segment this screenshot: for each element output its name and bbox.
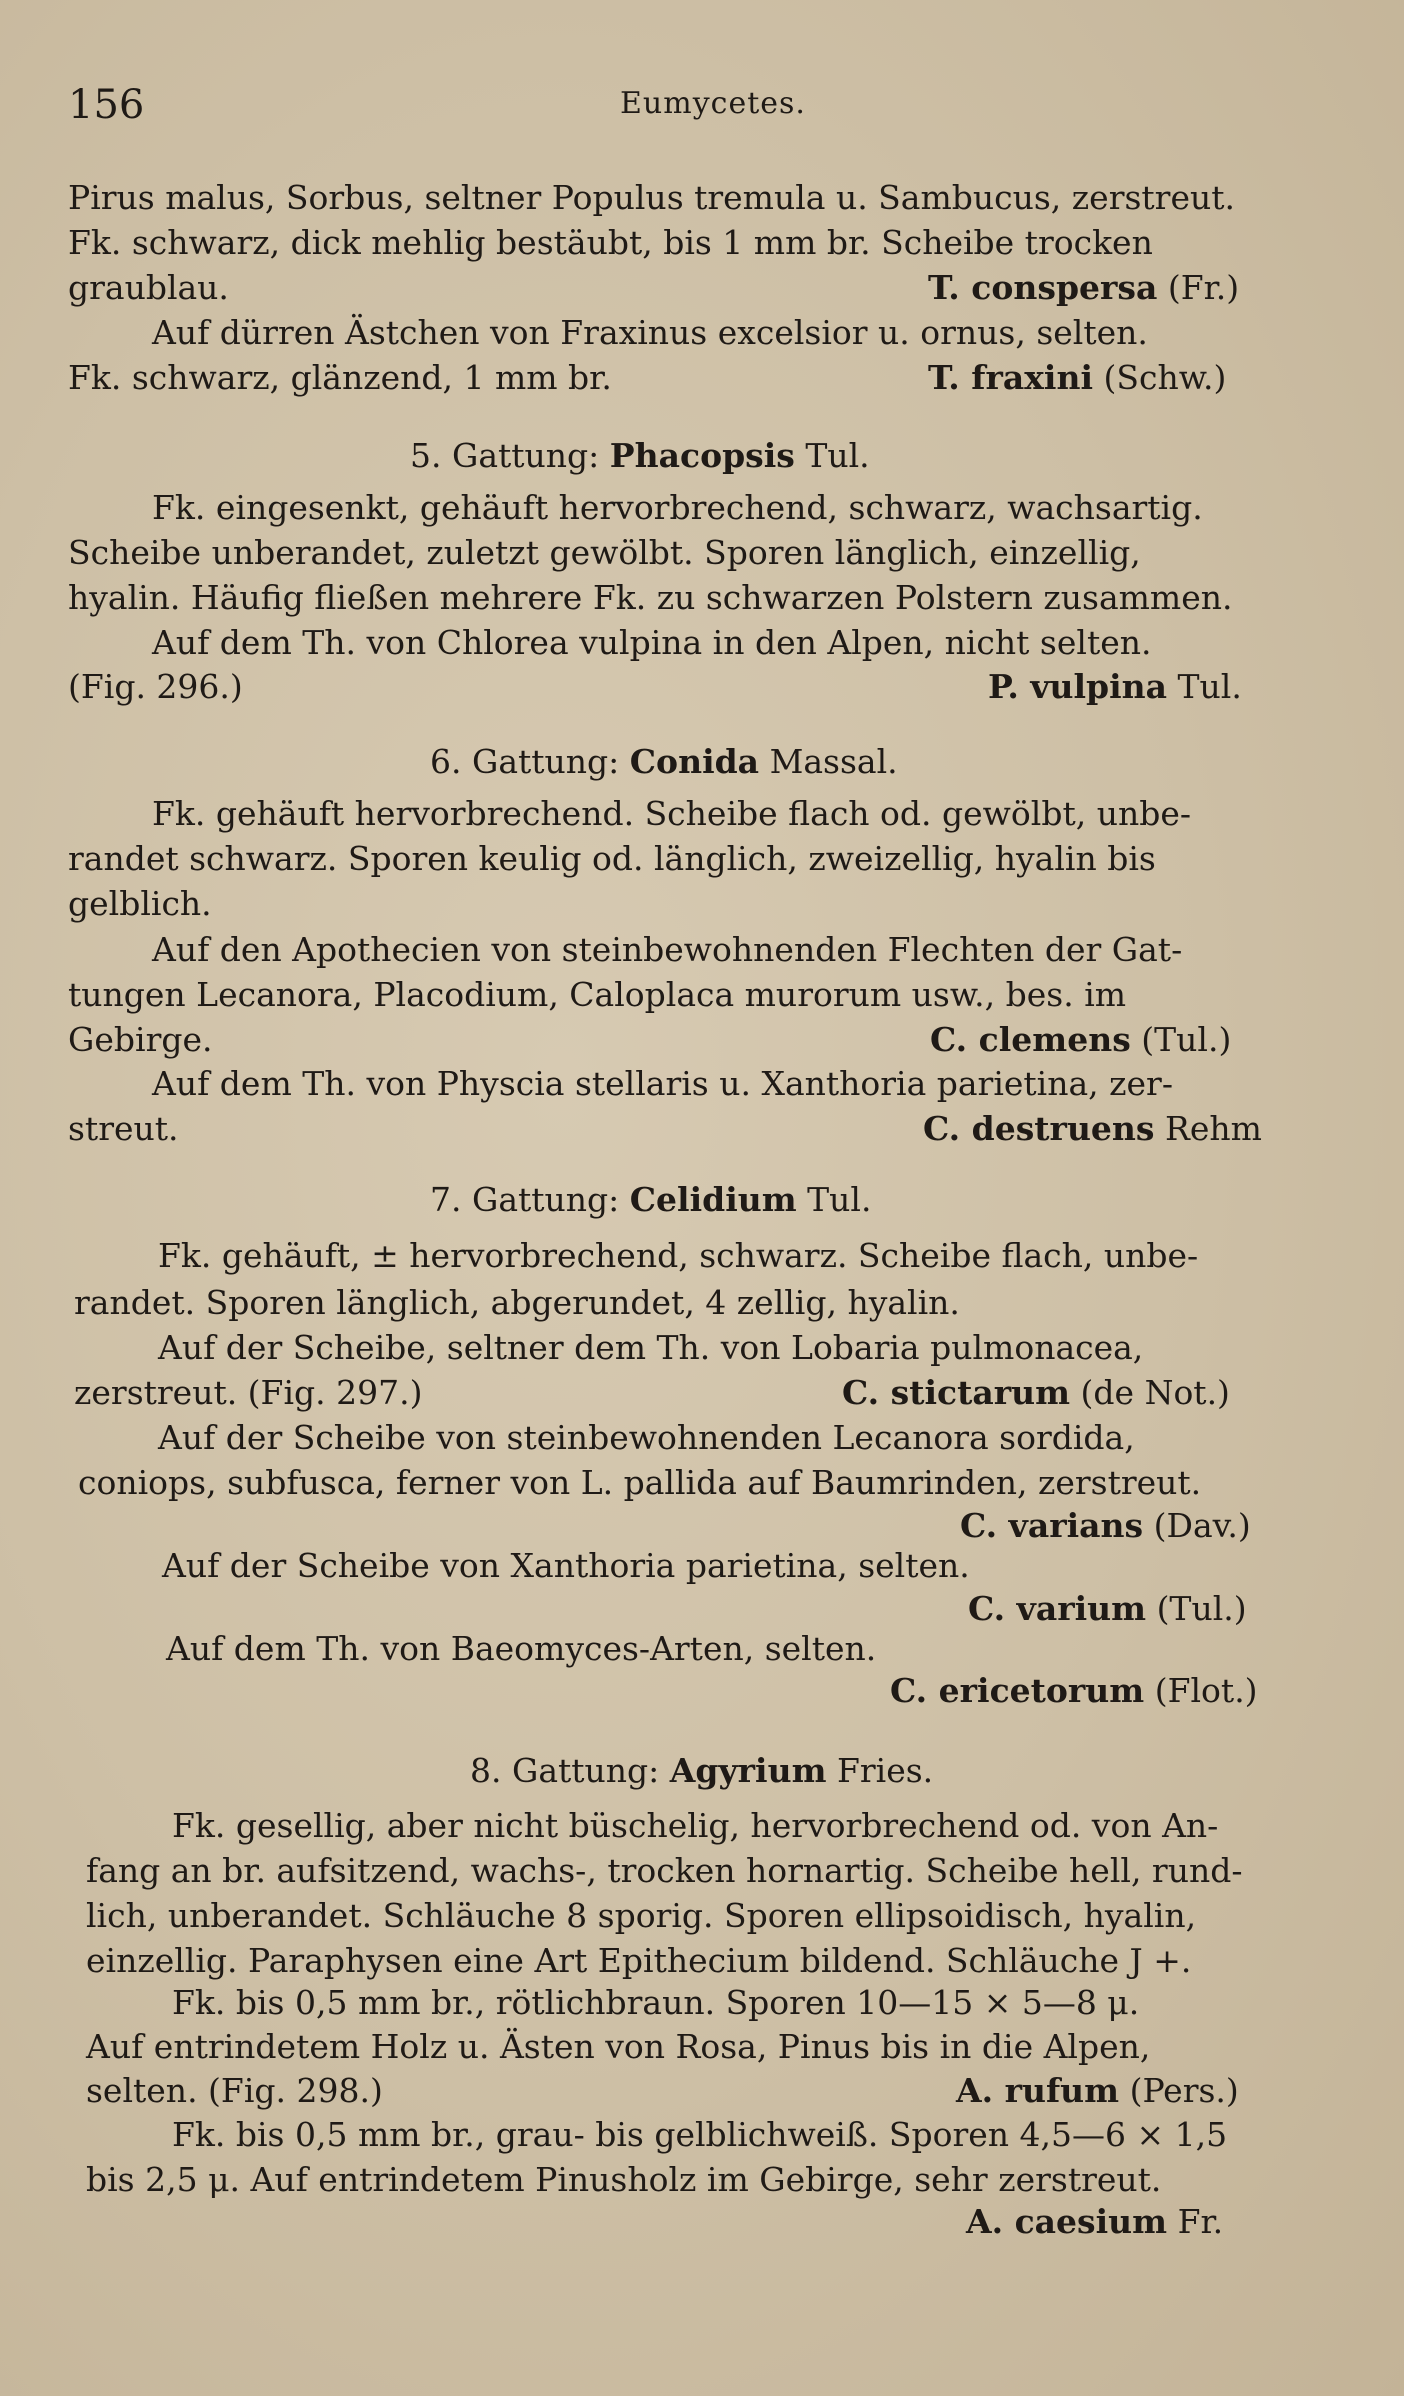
- species-name: C. varians (Dav.): [960, 1506, 1251, 1545]
- text-line: coniops, subfusca, ferner von L. pallida auf Baumrinden, zerstreut.: [78, 1463, 1202, 1502]
- species-name: A. rufum (Pers.): [956, 2071, 1239, 2110]
- species-name: T. conspersa (Fr.): [928, 268, 1240, 307]
- text-line: Fk. bis 0,5 mm br., grau- bis gelblichweiß. Sporen 4,5—6 × 1,5: [172, 2115, 1228, 2154]
- text-line: randet. Sporen länglich, abgerundet, 4 zellig, hyalin.: [74, 1283, 960, 1322]
- text-line: streut. C. destruens Rehm: [68, 1109, 1262, 1148]
- text-line: (Fig. 296.) P. vulpina Tul.: [68, 667, 1242, 706]
- species-name: C. varium (Tul.): [968, 1589, 1247, 1628]
- text-line: hyalin. Häufig fließen mehrere Fk. zu schwarzen Polstern zusammen.: [68, 578, 1233, 617]
- page-header: [68, 82, 1358, 134]
- text-line: Gebirge. C. clemens (Tul.): [68, 1020, 1232, 1059]
- text-line: einzellig. Paraphysen eine Art Epithecium bildend. Schläuche J +.: [86, 1941, 1192, 1980]
- text-line: fang an br. aufsitzend, wachs-, trocken hornartig. Scheibe hell, rund-: [86, 1851, 1243, 1890]
- text-line: Fk. schwarz, dick mehlig bestäubt, bis 1 mm br. Scheibe trocken: [68, 223, 1153, 262]
- species-name: C. destruens Rehm: [923, 1109, 1262, 1148]
- running-title: Eumycetes.: [620, 86, 806, 121]
- text-line: gelblich.: [68, 884, 212, 923]
- text-line: Auf dem Th. von Physcia stellaris u. Xanthoria parietina, zer-: [152, 1064, 1173, 1103]
- text-line: Auf der Scheibe von steinbewohnenden Lecanora sordida,: [158, 1418, 1135, 1457]
- text-line: Fk. eingesenkt, gehäuft hervorbrechend, schwarz, wachsartig.: [152, 488, 1203, 527]
- text-line: Auf dem Th. von Chlorea vulpina in den Alpen, nicht selten.: [152, 623, 1152, 662]
- species-name: C. clemens (Tul.): [930, 1020, 1232, 1059]
- text-line: Auf entrindetem Holz u. Ästen von Rosa, Pinus bis in die Alpen,: [86, 2027, 1151, 2066]
- text-line: bis 2,5 μ. Auf entrindetem Pinusholz im Gebirge, sehr zerstreut.: [86, 2160, 1162, 2199]
- text-line: Fk. bis 0,5 mm br., rötlichbraun. Sporen 10—15 × 5—8 μ.: [172, 1983, 1140, 2022]
- text-line: zerstreut. (Fig. 297.) C. stictarum (de Not.): [74, 1373, 1230, 1412]
- species-name: C. ericetorum (Flot.): [890, 1671, 1258, 1710]
- genus-heading: 8. Gattung: Agyrium Fries.: [470, 1751, 934, 1790]
- species-name: P. vulpina Tul.: [988, 667, 1242, 706]
- text-line: Fk. gehäuft hervorbrechend. Scheibe flach od. gewölbt, unbe-: [152, 794, 1192, 833]
- text-line: selten. (Fig. 298.) A. rufum (Pers.): [86, 2071, 1239, 2110]
- species-name: T. fraxini (Schw.): [928, 358, 1227, 397]
- text-line: Fk. schwarz, glänzend, 1 mm br. T. fraxini (Schw.): [68, 358, 1227, 397]
- genus-heading: 7. Gattung: Celidium Tul.: [430, 1180, 872, 1219]
- text-line: graublau. T. conspersa (Fr.): [68, 268, 1240, 307]
- text-line: Fk. gehäuft, ± hervorbrechend, schwarz. Scheibe flach, unbe-: [158, 1236, 1199, 1275]
- text-line: Auf der Scheibe, seltner dem Th. von Lobaria pulmonacea,: [158, 1328, 1144, 1367]
- text-line: Auf den Apothecien von steinbewohnenden Flechten der Gat-: [152, 930, 1183, 969]
- genus-heading: 5. Gattung: Phacopsis Tul.: [410, 436, 870, 475]
- text-line: Auf dürren Ästchen von Fraxinus excelsior u. ornus, selten.: [152, 313, 1148, 352]
- species-name: A. caesium Fr.: [966, 2202, 1224, 2241]
- text-line: randet schwarz. Sporen keulig od. länglich, zweizellig, hyalin bis: [68, 839, 1156, 878]
- page-number: 156: [68, 82, 145, 128]
- genus-heading: 6. Gattung: Conida Massal.: [430, 742, 898, 781]
- text-line: Pirus malus, Sorbus, seltner Populus tremula u. Sambucus, zerstreut.: [68, 178, 1235, 217]
- text-line: lich, unberandet. Schläuche 8 sporig. Sporen ellipsoidisch, hyalin,: [86, 1896, 1197, 1935]
- text-line: Auf dem Th. von Baeomyces-Arten, selten.: [166, 1629, 877, 1668]
- text-line: Fk. gesellig, aber nicht büschelig, hervorbrechend od. von An-: [172, 1806, 1219, 1845]
- species-name: C. stictarum (de Not.): [842, 1373, 1230, 1412]
- text-line: tungen Lecanora, Placodium, Caloplaca murorum usw., bes. im: [68, 975, 1127, 1014]
- text-line: Scheibe unberandet, zuletzt gewölbt. Sporen länglich, einzellig,: [68, 533, 1141, 572]
- text-line: Auf der Scheibe von Xanthoria parietina, selten.: [162, 1546, 970, 1585]
